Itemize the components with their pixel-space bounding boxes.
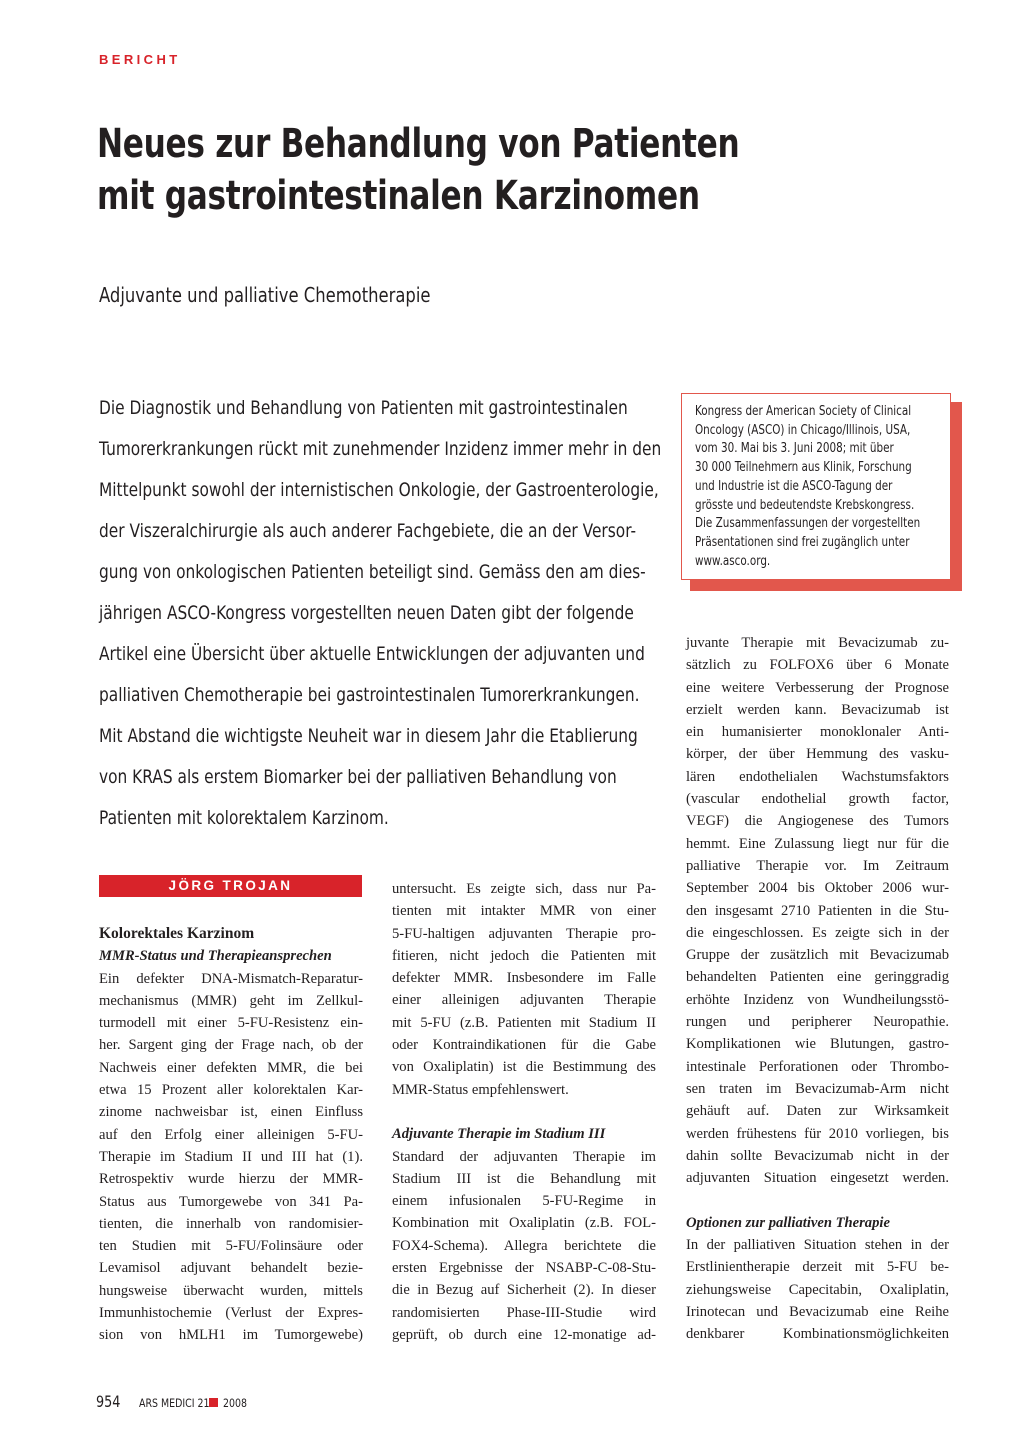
title-line: Neues zur Behandlung von Patienten [97, 121, 740, 167]
title-line: mit gastrointestinalen Karzinomen [97, 173, 700, 219]
subsection-heading: Optionen zur palliativen Therapie [686, 1214, 890, 1231]
body-line: fitieren, nicht jedoch die Patienten mit [392, 947, 656, 964]
body-line: September 2004 bis Oktober 2006 wur- [686, 880, 949, 897]
page-number: 954 [96, 1392, 121, 1411]
body-line: körper, der über Hemmung des vasku- [686, 746, 949, 763]
body-line: denkbarer Kombinationsmöglichkeiten [686, 1326, 949, 1343]
body-line: Immunhistochemie (Verlust der Expres- [99, 1305, 363, 1322]
body-line: ersten Ergebnisse der NSABP-C-08-Stu- [392, 1260, 656, 1277]
infobox-line: Die Zusammenfassungen der vorgestellten [695, 516, 921, 532]
body-line: ten Studien mit 5-FU/Folinsäure oder [99, 1238, 363, 1255]
body-line: Kombination mit Oxaliplatin (z.B. FOL- [392, 1215, 656, 1232]
body-line: juvante Therapie mit Bevacizumab zu- [686, 635, 949, 651]
subsection-heading: MMR-Status und Therapieansprechen [99, 948, 332, 965]
body-line: Status aus Tumorgewebe von 341 Pa- [99, 1193, 363, 1210]
body-line: Retrospektiv wurde hierzu der MMR- [99, 1171, 363, 1188]
infobox-line: und Industrie ist die ASCO-Tagung der [695, 478, 893, 494]
body-line: Therapie im Stadium II und III hat (1). [99, 1148, 363, 1165]
lead-line: von KRAS als erstem Biomarker bei der palliativen Behandlung von [99, 766, 617, 788]
infobox-line: grösste und bedeutendste Krebskongress. [695, 497, 915, 513]
body-line: hemmt. Eine Zulassung liegt nur für die [686, 835, 949, 852]
lead-line: Mittelpunkt sowohl der internistischen Onkologie, der Gastroenterologie, [99, 479, 659, 501]
body-line: Komplikationen wie Blutungen, gastro- [686, 1036, 949, 1053]
infobox-text [695, 403, 935, 571]
body-line: Gruppe der zusätzlich mit Bevacizumab [686, 947, 949, 964]
body-line: her. Sargent ging der Frage nach, ob der [99, 1037, 363, 1054]
body-line: randomisierten Phase-III-Studie wird [392, 1304, 656, 1321]
infobox-line: Präsentationen sind frei zugänglich unter [695, 534, 910, 550]
body-line: mit 5-FU (z.B. Patienten mit Stadium II [392, 1014, 656, 1031]
body-line: etwa 15 Prozent aller kolorektalen Kar- [99, 1082, 363, 1099]
author-name: JÖRG TROJAN [99, 875, 362, 897]
body-line: lären endothelialen Wachstumsfaktors [686, 768, 949, 785]
body-line: untersucht. Es zeigte sich, dass nur Pa- [392, 881, 656, 897]
body-line: Ein defekter DNA-Mismatch-Reparatur- [99, 970, 363, 987]
body-line: mechanismus (MMR) geht im Zellkul- [99, 992, 363, 1009]
body-line: oder Kontraindikationen für die Gabe [392, 1037, 656, 1054]
body-line: Erstlinientherapie derzeit mit 5-FU be- [686, 1259, 949, 1276]
body-line: hungsweise überwacht wurden, mittels [99, 1282, 363, 1299]
body-line: einem infusionalen 5-FU-Regime in [392, 1193, 656, 1210]
lead-line: Artikel eine Übersicht über aktuelle Entwicklungen der adjuvanten und [99, 643, 645, 665]
lead-line: Patienten mit kolorektalem Karzinom. [99, 807, 389, 829]
column-3 [686, 632, 949, 1346]
journal-year: 2008 [223, 1396, 248, 1410]
body-line: turmodell mit einer 5-FU-Resistenz ein- [99, 1015, 363, 1032]
body-line: erzielt werden kann. Bevacizumab ist [686, 701, 949, 718]
body-line: sion von hMLH1 im Tumorgewebe) [99, 1327, 363, 1344]
lead-line: Die Diagnostik und Behandlung von Patienten mit gastrointestinalen [99, 397, 628, 419]
body-line: VEGF) die Angiogenese des Tumors [686, 813, 949, 830]
body-line: behandelten Patienten eine geringgradig [686, 969, 949, 986]
paragraph-gap [686, 1189, 949, 1211]
body-line: dahin sollte Bevacizumab nicht in der [686, 1147, 949, 1164]
body-line: Stadium III ist die Behandlung mit [392, 1170, 656, 1187]
body-line: eine weitere Verbesserung der Prognose [686, 679, 949, 696]
body-line: einer alleinigen adjuvanten Therapie [392, 992, 656, 1009]
body-line: gehäuft auf. Daten zur Wirksamkeit [686, 1103, 949, 1120]
article-subtitle: Adjuvante und palliative Chemotherapie [99, 283, 431, 307]
footer-square-marker [209, 1398, 218, 1407]
body-line: sätzlich zu FOLFOX6 über 6 Monate [686, 657, 949, 674]
lead-line: Tumorerkrankungen rückt mit zunehmender Inzidenz immer mehr in den [99, 438, 662, 460]
lead-line: der Viszeralchirurgie als auch anderer Fachgebiete, die an der Versor- [99, 520, 637, 542]
body-line: auf den Erfolg einer alleinigen 5-FU- [99, 1126, 363, 1143]
subsection-heading: Adjuvante Therapie im Stadium III [392, 1126, 606, 1143]
column-1 [99, 923, 363, 1347]
body-line: palliative Therapie vor. Im Zeitraum [686, 857, 949, 874]
body-line: intestinale Perforationen oder Thrombo- [686, 1058, 949, 1075]
lead-line: palliativen Chemotherapie bei gastrointestinalen Tumorerkrankungen. [99, 684, 640, 706]
body-line: adjuvanten Situation eingesetzt werden. [686, 1170, 949, 1187]
body-line: defekter MMR. Insbesondere im Falle [392, 970, 656, 987]
body-line: die eingeschlossen. Es zeigte sich in der [686, 924, 949, 941]
body-line: von Oxaliplatin) ist die Bestimmung des [392, 1059, 656, 1076]
body-line: In der palliativen Situation stehen in der [686, 1237, 949, 1254]
body-line: MMR-Status empfehlenswert. [392, 1081, 569, 1098]
body-line: werden frühestens für 2010 vorliegen, bis [686, 1125, 949, 1142]
body-line: Standard der adjuvanten Therapie im [392, 1148, 656, 1165]
lead-line: Mit Abstand die wichtigste Neuheit war in diesem Jahr die Etablierung [99, 725, 638, 747]
body-line: rungen und peripherer Neuropathie. [686, 1014, 949, 1031]
body-line: Levamisol adjuvant behandelt bezie- [99, 1260, 363, 1277]
body-line: zinome nachweisbar ist, einen Einfluss [99, 1104, 363, 1121]
body-line: sen traten im Bevacizumab-Arm nicht [686, 1080, 949, 1097]
infobox-line: Oncology (ASCO) in Chicago/Illinois, USA, [695, 422, 911, 438]
body-line: geprüft, ob durch eine 12-monatige ad- [392, 1326, 656, 1343]
body-line: ein humanisierter monoklonaler Anti- [686, 724, 949, 741]
section-heading: Kolorektales Karzinom [99, 925, 255, 942]
lead-line: jährigen ASCO-Kongress vorgestellten neuen Daten gibt der folgende [99, 602, 634, 624]
body-line: den insgesamt 2710 Patienten in die Stu- [686, 902, 949, 919]
infobox-line[interactable]: www.asco.org. [695, 553, 771, 569]
body-line: tienten, die innerhalb von randomisier- [99, 1215, 363, 1232]
infobox-line: Kongress der American Society of Clinical [695, 404, 912, 419]
body-line: die in Bezug auf Sicherheit (2). In dieser [392, 1282, 656, 1299]
body-line: FOX4-Schema). Allegra berichtete die [392, 1237, 656, 1254]
journal-name: ARS MEDICI 21 [139, 1396, 210, 1410]
column-2 [392, 878, 656, 1346]
body-line: erhöhte Inzidenz von Wundheilungsstö- [686, 991, 949, 1008]
body-line: tienten mit intakter MMR von einer [392, 903, 656, 920]
body-line: 5-FU-haltigen adjuvanten Therapie pro- [392, 925, 656, 942]
body-line: Nachweis einer defekten MMR, die bei [99, 1059, 363, 1076]
article-title [97, 118, 740, 222]
body-line: (vascular endothelial growth factor, [686, 791, 949, 808]
section-label: BERICHT [99, 52, 181, 67]
body-line: Irinotecan und Bevacizumab eine Reihe [686, 1303, 949, 1320]
lead-line: gung von onkologischen Patienten beteiligt sind. Gemäss den am dies- [99, 561, 646, 583]
body-line: ziehungsweise Capecitabin, Oxaliplatin, [686, 1281, 949, 1298]
lead-paragraph [99, 388, 666, 839]
infobox-line: vom 30. Mai bis 3. Juni 2008; mit über [695, 441, 894, 457]
paragraph-gap [392, 1101, 656, 1123]
infobox-line: 30 000 Teilnehmern aus Klinik, Forschung [695, 460, 912, 476]
